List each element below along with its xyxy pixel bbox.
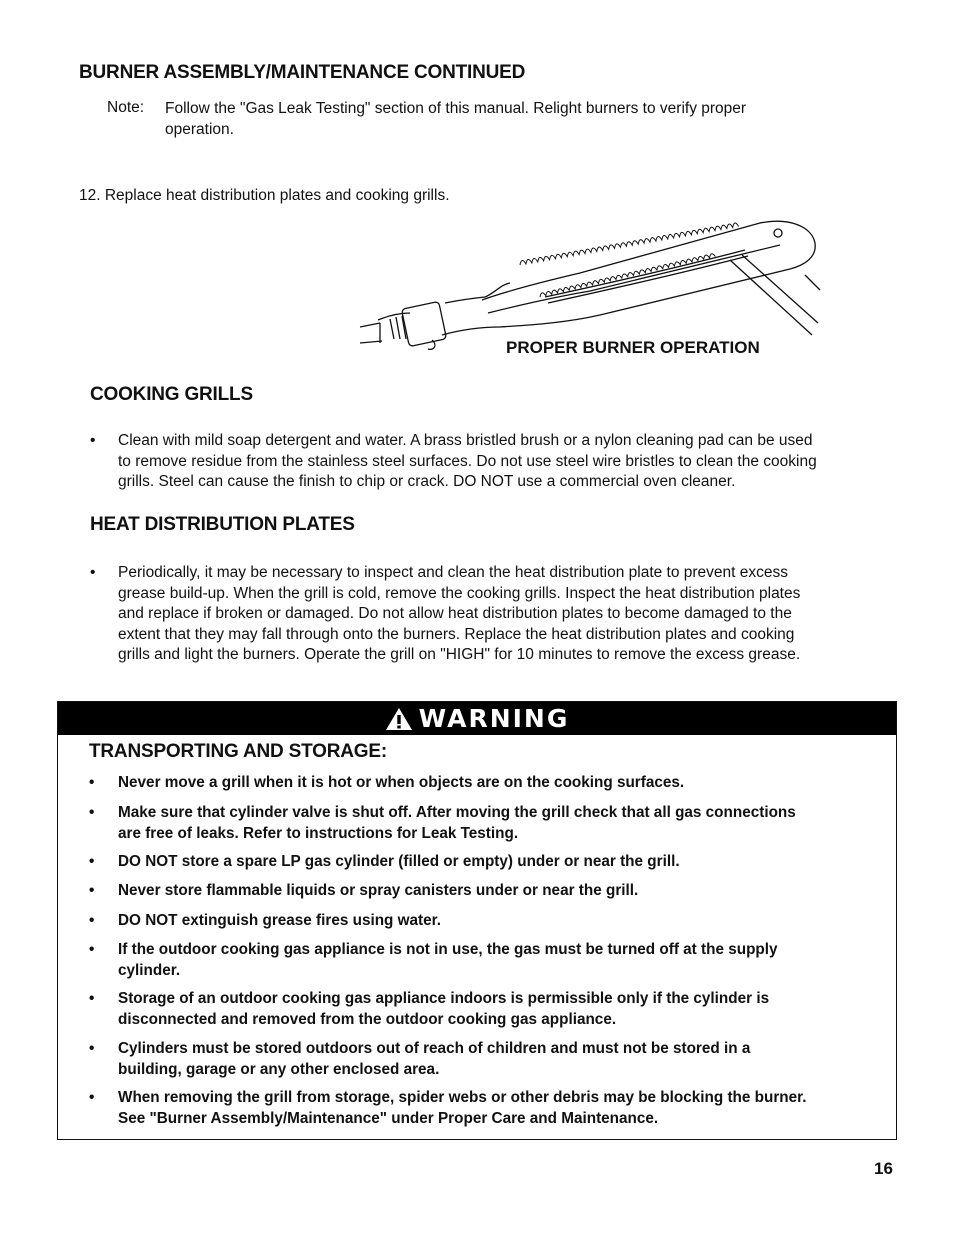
bullet-mark: • (89, 1040, 95, 1057)
text-line: See "Burner Assembly/Maintenance" under Proper Care and Maintenance. (118, 1109, 659, 1127)
text-line: Clean with mild soap detergent and water. A brass bristled brush or a nylon cleaning pad can be used (118, 432, 813, 449)
page-number: 16 (874, 1159, 893, 1178)
warning-item-text (118, 1088, 878, 1129)
text-line: Periodically, it may be necessary to inspect and clean the heat distribution plate to prevent excess (118, 564, 789, 581)
note-line: operation. (165, 121, 234, 138)
text-line: Make sure that cylinder valve is shut off. After moving the grill check that all gas connections (118, 804, 796, 821)
warning-subtitle: TRANSPORTING AND STORAGE: (89, 741, 387, 762)
bullet-mark: • (89, 1089, 95, 1106)
warning-item-text (118, 989, 878, 1030)
text-line: to remove residue from the stainless steel surfaces. Do not use steel wire bristles to clean the cooking (118, 452, 817, 470)
bullet-text (118, 563, 800, 666)
warning-item-text (118, 940, 878, 981)
cooking-grills-bullet (90, 431, 880, 493)
warning-item-text (118, 1039, 878, 1080)
text-line: disconnected and removed from the outdoor cooking gas appliance. (118, 1010, 617, 1028)
bullet-mark: • (89, 853, 95, 870)
section-title-burner: BURNER ASSEMBLY/MAINTENANCE CONTINUED (79, 62, 526, 83)
text-line: building, garage or any other enclosed area. (118, 1060, 440, 1078)
text-line: extent that they may fall through onto the burners. Replace the heat distribution plates and cooking (118, 625, 795, 643)
text-line: DO NOT extinguish grease fires using water. (118, 912, 442, 929)
step-12: 12. Replace heat distribution plates and cooking grills. (79, 187, 450, 204)
text-line: Never move a grill when it is hot or when objects are on the cooking surfaces. (118, 774, 685, 791)
bullet-mark: • (90, 432, 96, 449)
bullet-mark: • (90, 564, 96, 581)
note-text (165, 98, 746, 140)
text-line: Never store flammable liquids or spray canisters under or near the grill. (118, 882, 639, 899)
text-line: and replace if broken or damaged. Do not allow heat distribution plates to become damaged to the (118, 605, 792, 622)
warning-label: WARNING (418, 704, 570, 733)
text-line: Cylinders must be stored outdoors out of reach of children and must not be stored in a (118, 1040, 751, 1057)
text-line: grills and light the burners. Operate the grill on "HIGH" for 10 minutes to remove the excess grease. (118, 646, 801, 663)
text-line: grease build-up. When the grill is cold, remove the cooking grills. Inspect the heat distribution plates (118, 584, 801, 602)
text-line: Storage of an outdoor cooking gas appliance indoors is permissible only if the cylinder is (118, 990, 770, 1007)
text-line: grills. Steel can cause the finish to chip or crack. DO NOT use a commercial oven cleaner. (118, 473, 736, 490)
bullet-mark: • (89, 882, 95, 899)
warning-box (57, 701, 897, 1140)
section-title-cooking-grills: COOKING GRILLS (90, 384, 253, 405)
text-line: DO NOT store a spare LP gas cylinder (filled or empty) under or near the grill. (118, 853, 680, 870)
note-label: Note: (107, 99, 145, 116)
bullet-mark: • (89, 990, 95, 1007)
text-line: When removing the grill from storage, spider webs or other debris may be blocking the burner. (118, 1089, 807, 1106)
burner-illustration (350, 205, 825, 355)
text-line: If the outdoor cooking gas appliance is not in use, the gas must be turned off at the supply (118, 941, 778, 958)
bullet-mark: • (89, 941, 95, 958)
bullet-mark: • (89, 804, 95, 821)
warning-item-text (118, 881, 878, 902)
warning-item-text (118, 852, 878, 873)
bullet-text (118, 431, 817, 493)
bullet-mark: • (89, 774, 95, 791)
warning-triangle-icon (385, 707, 413, 731)
text-line: cylinder. (118, 961, 181, 979)
figure-caption: PROPER BURNER OPERATION (506, 338, 760, 357)
bullet-mark: • (89, 912, 95, 929)
warning-item-text (118, 803, 878, 844)
heat-plates-bullet (90, 563, 880, 667)
warning-header (58, 702, 896, 735)
warning-item-text (118, 773, 878, 794)
note-line: Follow the "Gas Leak Testing" section of this manual. Relight burners to verify proper (165, 100, 747, 117)
text-line: are free of leaks. Refer to instructions for Leak Testing. (118, 824, 519, 842)
section-title-heat-plates: HEAT DISTRIBUTION PLATES (90, 514, 355, 535)
warning-item-text (118, 911, 878, 932)
